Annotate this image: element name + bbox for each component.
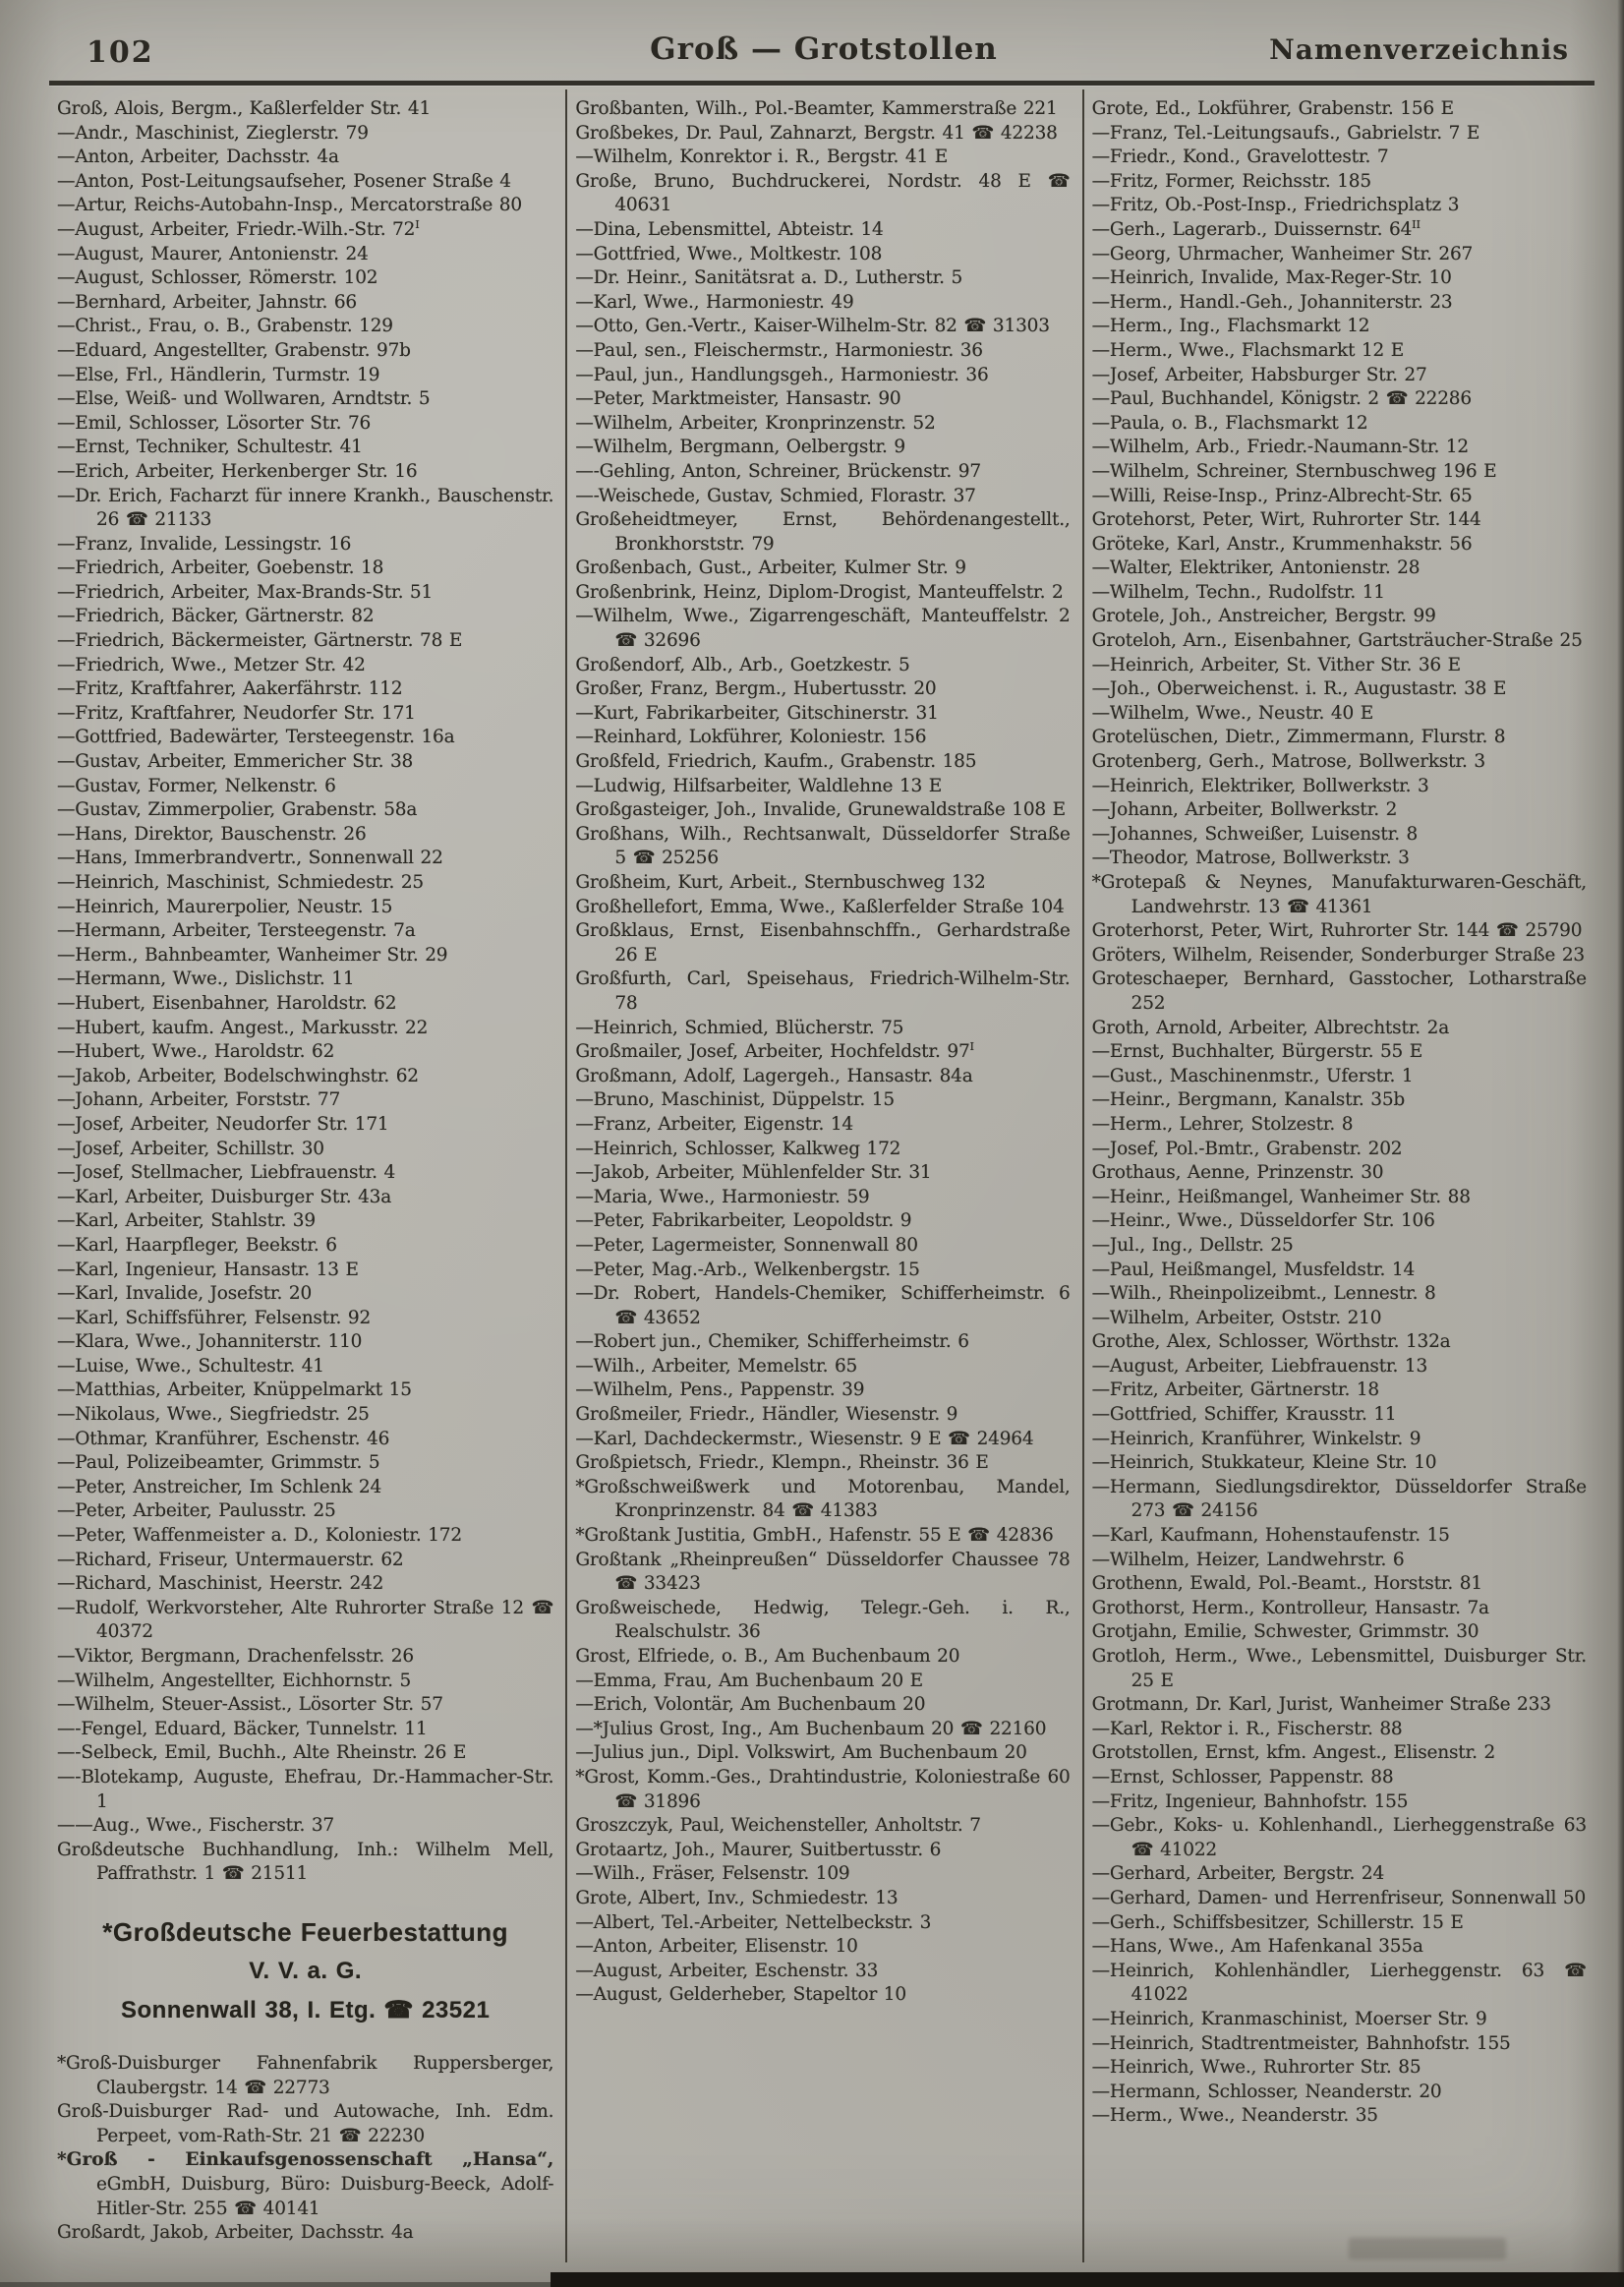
scan-edge-artifact (0, 2282, 551, 2287)
directory-entry: —Karl, Rektor i. R., Fischerstr. 88 (1091, 1718, 1403, 1739)
directory-entry: —Kurt, Fabrikarbeiter, Gitschinerstr. 31 (575, 702, 939, 724)
directory-entry: —Friedr., Kond., Gravelottestr. 7 (1091, 147, 1389, 168)
directory-entry: —Wilhelm, Techn., Rudolfstr. 11 (1091, 581, 1385, 603)
directory-entry: —Rudolf, Werkvorsteher, Alte Ruhrorter Straße 12 ☎ 40372 (57, 1597, 554, 1643)
directory-entry: —Jul., Ing., Dellstr. 25 (1091, 1234, 1294, 1256)
directory-entry: —Peter, Arbeiter, Paulusstr. 25 (57, 1500, 336, 1522)
directory-entry: *Großschweißwerk und Motorenbau, Mandel, Kronprinzenstr. 84 ☎ 41383 (575, 1476, 1071, 1522)
directory-entry: —Wilhelm, Angestellter, Eichhornstr. 5 (57, 1670, 412, 1691)
directory-entry: —Franz, Invalide, Lessingstr. 16 (57, 533, 352, 555)
directory-entry: —Karl, Haarpfleger, Beekstr. 6 (57, 1234, 337, 1256)
directory-entry: —Wilhelm, Wwe., Zigarrengeschäft, Manteuffelstr. 2 ☎ 32696 (575, 606, 1071, 652)
directory-entry: —Anton, Arbeiter, Dachsstr. 4a (57, 147, 339, 168)
directory-entry: —Gustav, Arbeiter, Emmericher Str. 38 (57, 751, 414, 773)
directory-entry: —Otto, Gen.-Vertr., Kaiser-Wilhelm-Str. 82 ☎ 31303 (575, 316, 1050, 337)
directory-entry: —Karl, Schiffsführer, Felsenstr. 92 (57, 1307, 372, 1328)
directory-entry: Grotelüschen, Dietr., Zimmermann, Flurstr. 8 (1091, 727, 1506, 748)
directory-entry: —Herm., Handl.-Geh., Johanniterstr. 23 (1091, 291, 1453, 313)
directory-entry: Grost, Elfriede, o. B., Am Buchenbaum 20 (575, 1646, 960, 1667)
directory-entry: Groteloh, Arn., Eisenbahner, Gartsträucher-Straße 25 (1091, 630, 1583, 652)
directory-entry: —Gottfried, Wwe., Moltkestr. 108 (575, 243, 883, 264)
directory-entry: —Reinhard, Lokführer, Koloniestr. 156 (575, 727, 927, 748)
directory-entry: Große, Bruno, Buchdruckerei, Nordstr. 48 E ☎ 40631 (575, 170, 1071, 216)
directory-entry: —Karl, Arbeiter, Stahlstr. 39 (57, 1210, 316, 1232)
directory-entry: —Gottfried, Badewärter, Tersteegenstr. 16a (57, 727, 455, 748)
directory-entry: Grotehorst, Peter, Wirt, Ruhrorter Str. 144 (1091, 509, 1481, 531)
directory-entry: —Friedrich, Wwe., Metzer Str. 42 (57, 654, 366, 675)
directory-entry: —Heinr., Bergmann, Kanalstr. 35b (1091, 1089, 1406, 1111)
directory-entry: —Gerh., Schiffsbesitzer, Schillerstr. 15 E (1091, 1911, 1464, 1933)
directory-entry: —Franz, Arbeiter, Eigenstr. 14 (575, 1113, 853, 1135)
directory-entry: —Wilhelm, Arbeiter, Kronprinzenstr. 52 (575, 412, 936, 434)
directory-entry: —Paul, Buchhandel, Königstr. 2 ☎ 22286 (1091, 388, 1472, 410)
directory-entry: Großgasteiger, Joh., Invalide, Grunewaldstraße 108 E (575, 799, 1066, 821)
directory-entry: —Wilh., Fräser, Felsenstr. 109 (575, 1863, 850, 1885)
directory-entry: —-Blotekamp, Auguste, Ehefrau, Dr.-Hammacher-Str. 1 (57, 1766, 554, 1812)
directory-entry: —Karl, Ingenieur, Hansastr. 13 E (57, 1259, 359, 1280)
directory-entry: —Heinrich, Stukkateur, Kleine Str. 10 (1091, 1452, 1437, 1474)
directory-entry: —Dina, Lebensmittel, Abteistr. 14 (575, 218, 884, 240)
directory-entry: —Johann, Arbeiter, Bollwerkstr. 2 (1091, 799, 1398, 821)
directory-entry: —Herm., Ing., Flachsmarkt 12 (1091, 316, 1370, 337)
directory-entry: Großheim, Kurt, Arbeit., Sternbuschweg 132 (575, 872, 986, 893)
directory-entry: —Hermann, Schlosser, Neanderstr. 20 (1091, 2081, 1442, 2102)
directory-entry: Großeheidtmeyer, Ernst, Behördenangestellt., Bronkhorststr. 79 (575, 509, 1071, 555)
directory-entry: Groszczyk, Paul, Weichensteller, Anholtstr. 7 (575, 1815, 981, 1837)
directory-entry: —Friedrich, Arbeiter, Goebenstr. 18 (57, 557, 384, 579)
display-ad (57, 1912, 553, 2030)
directory-entry: —-Weischede, Gustav, Schmied, Florastr. 37 (575, 485, 976, 506)
directory-entry: —Richard, Friseur, Untermauerstr. 62 (57, 1549, 404, 1570)
directory-entry: —Hermann, Wwe., Dislichstr. 11 (57, 968, 355, 990)
directory-entry: —Bruno, Maschinist, Düppelstr. 15 (575, 1089, 895, 1111)
directory-entry: —Friedrich, Bäcker, Gärtnerstr. 82 (57, 606, 375, 627)
directory-entry: —August, Arbeiter, Friedr.-Wilh.-Str. $72^I$ (57, 216, 420, 240)
directory-entry: —-Gehling, Anton, Schreiner, Brückenstr. 97 (575, 460, 981, 482)
directory-entry: —Nikolaus, Wwe., Siegfriedstr. 25 (57, 1404, 370, 1426)
directory-entry: Groteschaeper, Bernhard, Gasstocher, Lotharstraße 252 (1091, 968, 1587, 1014)
directory-columns (49, 89, 1598, 2262)
directory-entry: —Andr., Maschinist, Zieglerstr. 79 (57, 122, 369, 144)
directory-entry: —Heinr., Wwe., Düsseldorfer Str. 106 (1091, 1210, 1435, 1232)
directory-entry: —Fritz, Ob.-Post-Insp., Friedrichsplatz 3 (1091, 195, 1460, 216)
directory-entry: —Gustav, Former, Nelkenstr. 6 (57, 775, 336, 796)
directory-entry: —Peter, Marktmeister, Hansastr. 90 (575, 388, 901, 410)
directory-entry: —August, Gelderheber, Stapeltor 10 (575, 1984, 906, 2006)
directory-entry: —Wilhelm, Konrektor i. R., Bergstr. 41 E (575, 147, 948, 168)
directory-entry: Großardt, Jakob, Arbeiter, Dachsstr. 4a (57, 2222, 414, 2244)
directory-entry: Groß-Duisburger Rad- und Autowache, Inh. Edm. Perpeet, vom-Rath-Str. 21 ☎ 22230 (57, 2101, 554, 2146)
directory-entry: —Theodor, Matrose, Bollwerkstr. 3 (1091, 848, 1410, 869)
directory-entry: Großmeiler, Friedr., Händler, Wiesenstr. 9 (575, 1404, 958, 1426)
directory-entry: —Else, Frl., Händlerin, Turmstr. 19 (57, 364, 380, 385)
directory-entry: *Groß-Duisburger Fahnenfabrik Ruppersberger, Claubergstr. 14 ☎ 22773 (57, 2052, 554, 2098)
directory-entry: Grotstollen, Ernst, kfm. Angest., Elisenstr. 2 (1091, 1742, 1496, 1764)
directory-entry: —August, Maurer, Antonienstr. 24 (57, 243, 369, 264)
directory-entry: —Wilhelm, Wwe., Neustr. 40 E (1091, 702, 1374, 724)
page-number: 102 (87, 35, 154, 70)
directory-entry: —Karl, Kaufmann, Hohenstaufenstr. 15 (1091, 1525, 1450, 1547)
directory-entry: Grothaus, Aenne, Prinzenstr. 30 (1091, 1162, 1384, 1184)
directory-entry: —Karl, Invalide, Josefstr. 20 (57, 1283, 313, 1305)
directory-entry: —Heinrich, Elektriker, Bollwerkstr. 3 (1091, 775, 1429, 796)
directory-entry: Großklaus, Ernst, Eisenbahnschffn., Gerhardstraße 26 E (575, 920, 1071, 966)
directory-entry: —-Fengel, Eduard, Bäcker, Tunnelstr. 11 (57, 1718, 428, 1739)
directory-entry: —Heinrich, Stadtrentmeister, Bahnhofstr. 155 (1091, 2032, 1511, 2054)
directory-entry: —Heinrich, Kranmaschinist, Moerser Str. 9 (1091, 2008, 1487, 2029)
directory-entry: Großbekes, Dr. Paul, Zahnarzt, Bergstr. 41 ☎ 42238 (575, 122, 1058, 144)
directory-entry: —Maria, Wwe., Harmoniestr. 59 (575, 1186, 870, 1207)
directory-entry: —Josef, Stellmacher, Liebfrauenstr. 4 (57, 1162, 396, 1184)
directory-entry: —Friedrich, Arbeiter, Max-Brands-Str. 51 (57, 581, 434, 603)
directory-entry: —Franz, Tel.-Leitungsaufs., Gabrielstr. 7 E (1091, 122, 1480, 144)
ad-line: V. V. a. G. (249, 1957, 363, 1984)
directory-entry: —Emma, Frau, Am Buchenbaum 20 E (575, 1670, 923, 1691)
directory-entry: —Fritz, Kraftfahrer, Aakerfährstr. 112 (57, 678, 403, 700)
directory-entry: —Richard, Maschinist, Heerstr. 242 (57, 1573, 384, 1595)
directory-entry: Großenbach, Gust., Arbeiter, Kulmer Str. 9 (575, 557, 966, 579)
directory-entry: —Wilhelm, Schreiner, Sternbuschweg 196 E (1091, 460, 1497, 482)
directory-entry: —Gerhard, Arbeiter, Bergstr. 24 (1091, 1863, 1385, 1885)
ad-line: Sonnenwall 38, I. Etg. ☎ 23521 (120, 1996, 491, 2023)
directory-entry: —Ernst, Schlosser, Pappenstr. 88 (1091, 1766, 1394, 1788)
directory-entry: *Grotepaß & Neynes, Manufakturwaren-Geschäft, Landwehrstr. 13 ☎ 41361 (1091, 872, 1587, 917)
directory-entry: Großdeutsche Buchhandlung, Inh.: Wilhelm Mell, Paffrathstr. 1 ☎ 21511 (57, 1839, 554, 1885)
directory-entry: —Anton, Arbeiter, Elisenstr. 10 (575, 1936, 858, 1958)
directory-entry: —Heinrich, Schmied, Blücherstr. 75 (575, 1017, 904, 1038)
directory-entry: —Heinrich, Schlosser, Kalkweg 172 (575, 1138, 901, 1159)
directory-entry: —Fritz, Arbeiter, Gärtnerstr. 18 (1091, 1379, 1379, 1401)
directory-entry: —Gebr., Koks- u. Kohlenhandl., Lierheggenstraße 63 ☎ 41022 (1091, 1815, 1587, 1860)
directory-entry: Großfurth, Carl, Speisehaus, Friedrich-Wilhelm-Str. 78 (575, 968, 1071, 1014)
directory-entry: Grotaartz, Joh., Maurer, Suitbertusstr. 6 (575, 1839, 942, 1860)
directory-entry: *Grost, Komm.-Ges., Drahtindustrie, Koloniestraße 60 ☎ 31896 (575, 1766, 1071, 1812)
directory-entry: Großer, Franz, Bergm., Hubertusstr. 20 (575, 678, 937, 700)
directory-entry: Großmailer, Josef, Arbeiter, Hochfeldstr. $97^I$ (575, 1039, 974, 1063)
directory-entry: —Ludwig, Hilfsarbeiter, Waldlehne 13 E (575, 775, 943, 796)
directory-entry: —Heinr., Heißmangel, Wanheimer Str. 88 (1091, 1186, 1471, 1207)
directory-entry: —Heinrich, Wwe., Ruhrorter Str. 85 (1091, 2057, 1421, 2079)
directory-entry: —Paula, o. B., Flachsmarkt 12 (1091, 412, 1368, 434)
directory-entry: —August, Arbeiter, Liebfrauenstr. 13 (1091, 1355, 1428, 1377)
directory-entry: —Matthias, Arbeiter, Knüppelmarkt 15 (57, 1379, 412, 1401)
directory-entry: Grotjahn, Emilie, Schwester, Grimmstr. 30 (1091, 1621, 1479, 1643)
directory-entry: Großpietsch, Friedr., Klempn., Rheinstr. 36 E (575, 1452, 989, 1474)
directory-entry: —Dr. Erich, Facharzt für innere Krankh., Bauschenstr. 26 ☎ 21133 (57, 485, 554, 531)
directory-entry: Großhans, Wilh., Rechtsanwalt, Düsseldorfer Straße 5 ☎ 25256 (575, 823, 1071, 869)
directory-entry: —Viktor, Bergmann, Drachenfelsstr. 26 (57, 1646, 414, 1667)
directory-entry: —Dr. Robert, Handels-Chemiker, Schifferheimstr. 6 ☎ 43652 (575, 1283, 1071, 1328)
directory-entry: —Heinrich, Invalide, Max-Reger-Str. 10 (1091, 267, 1452, 289)
directory-entry: Grothe, Alex, Schlosser, Wörthstr. 132a (1091, 1331, 1451, 1353)
directory-entry: —Erich, Volontär, Am Buchenbaum 20 (575, 1694, 926, 1716)
directory-entry: —Peter, Mag.-Arb., Welkenbergstr. 15 (575, 1259, 920, 1280)
scan-smudge-artifact (1349, 2238, 1506, 2259)
directory-entry: —Georg, Uhrmacher, Wanheimer Str. 267 (1091, 243, 1474, 264)
directory-entry: Großhellefort, Emma, Wwe., Kaßlerfelder Straße 104 (575, 896, 1065, 917)
directory-entry: —Herm., Wwe., Neanderstr. 35 (1091, 2105, 1378, 2127)
directory-entry: —Wilhelm, Arbeiter, Oststr. 210 (1091, 1307, 1382, 1328)
directory-entry: —Wilh., Rheinpolizeibmt., Lennestr. 8 (1091, 1283, 1436, 1305)
directory-entry: —Josef, Arbeiter, Neudorfer Str. 171 (57, 1113, 389, 1135)
directory-entry: —Heinrich, Arbeiter, St. Vither Str. 36 E (1091, 654, 1461, 675)
directory-entry: —Heinrich, Maurerpolier, Neustr. 15 (57, 896, 393, 917)
directory-entry: *Groß - Einkaufsgenossenschaft „Hansa“, eGmbH, Duisburg, Büro: Duisburg-Beeck, Adolf-Hitler-Str. 255 ☎ 40141 (57, 2149, 554, 2219)
directory-entry: Gröters, Wilhelm, Reisender, Sonderburger Straße 23 (1091, 944, 1585, 966)
directory-entry: —Christ., Frau, o. B., Grabenstr. 129 (57, 316, 393, 337)
directory-entry: —Ernst, Techniker, Schultestr. 41 (57, 437, 363, 458)
directory-entry: —Wilhelm, Steuer-Assist., Lösorter Str. 57 (57, 1694, 443, 1716)
directory-entry: —Josef, Arbeiter, Habsburger Str. 27 (1091, 364, 1427, 385)
column-1 (49, 89, 565, 2262)
directory-entry: —Karl, Dachdeckermstr., Wiesenstr. 9 E ☎ 24964 (575, 1428, 1034, 1449)
directory-entry: —Josef, Arbeiter, Schillstr. 30 (57, 1138, 324, 1159)
directory-entry: —Hans, Immerbrandvertr., Sonnenwall 22 (57, 848, 443, 869)
directory-entry: —Emil, Schlosser, Lösorter Str. 76 (57, 412, 372, 434)
directory-entry: Großendorf, Alb., Arb., Goetzkestr. 5 (575, 654, 910, 675)
directory-entry: —-Selbeck, Emil, Buchh., Alte Rheinstr. 26 E (57, 1742, 467, 1764)
directory-entry: —Wilh., Arbeiter, Memelstr. 65 (575, 1355, 858, 1377)
directory-entry: —Karl, Arbeiter, Duisburger Str. 43a (57, 1186, 392, 1207)
directory-entry: Großmann, Adolf, Lagergeh., Hansastr. 84a (575, 1065, 973, 1086)
directory-entry: —Jakob, Arbeiter, Bodelschwinghstr. 62 (57, 1065, 419, 1086)
directory-entry: —Erich, Arbeiter, Herkenberger Str. 16 (57, 460, 418, 482)
directory-entry: Groß, Alois, Bergm., Kaßlerfelder Str. 41 (57, 98, 432, 119)
directory-entry: —Hans, Direktor, Bauschenstr. 26 (57, 823, 367, 845)
directory-entry: Grote, Ed., Lokführer, Grabenstr. 156 E (1091, 98, 1454, 119)
directory-entry: —Peter, Lagermeister, Sonnenwall 80 (575, 1234, 918, 1256)
directory-entry: Grotele, Joh., Anstreicher, Bergstr. 99 (1091, 606, 1436, 627)
directory-entry: —Dr. Heinr., Sanitätsrat a. D., Lutherstr. 5 (575, 267, 963, 289)
directory-entry: Gröteke, Karl, Anstr., Krummenhakstr. 56 (1091, 533, 1473, 555)
directory-entry: Grothorst, Herm., Kontrolleur, Hansastr. 7a (1091, 1597, 1489, 1618)
column-2 (565, 89, 1081, 2262)
directory-entry: —Paul, jun., Handlungsgeh., Harmoniestr. 36 (575, 364, 989, 385)
directory-entry: —Else, Weiß- und Wollwaren, Arndtstr. 5 (57, 388, 431, 410)
directory-entry: —Gustav, Zimmerpolier, Grabenstr. 58a (57, 799, 418, 821)
directory-entry: —Wilhelm, Arb., Friedr.-Naumann-Str. 12 (1091, 437, 1469, 458)
directory-entry: —Klara, Wwe., Johanniterstr. 110 (57, 1331, 363, 1353)
directory-entry: Groth, Arnold, Arbeiter, Albrechtstr. 2a (1091, 1017, 1450, 1038)
directory-entry: —Johann, Arbeiter, Forststr. 77 (57, 1089, 341, 1111)
directory-entry: —Hermann, Arbeiter, Tersteegenstr. 7a (57, 920, 416, 942)
directory-entry: —Albert, Tel.-Arbeiter, Nettelbeckstr. 3 (575, 1911, 932, 1933)
header-rule (49, 81, 1595, 86)
directory-entry: —Gust., Maschinenmstr., Uferstr. 1 (1091, 1065, 1414, 1086)
directory-entry: —Hubert, kaufm. Angest., Markusstr. 22 (57, 1017, 429, 1038)
directory-entry: —Friedrich, Bäckermeister, Gärtnerstr. 78 E (57, 630, 463, 652)
directory-entry: —August, Schlosser, Römerstr. 102 (57, 267, 378, 289)
directory-entry: —Jakob, Arbeiter, Mühlenfelder Str. 31 (575, 1162, 932, 1184)
directory-entry: —Paul, sen., Fleischermstr., Harmoniestr. 36 (575, 339, 983, 361)
directory-entry: —Luise, Wwe., Schultestr. 41 (57, 1355, 324, 1377)
directory-entry: —Ernst, Buchhalter, Bürgerstr. 55 E (1091, 1041, 1423, 1063)
directory-entry: —Anton, Post-Leitungsaufseher, Posener Straße 4 (57, 170, 511, 192)
directory-entry: Grothenn, Ewald, Pol.-Beamt., Horststr. 81 (1091, 1573, 1482, 1595)
directory-entry: —Fritz, Former, Reichsstr. 185 (1091, 170, 1371, 192)
directory-entry: —Herm., Wwe., Flachsmarkt 12 E (1091, 339, 1405, 361)
section-label: Namenverzeichnis (1269, 33, 1569, 66)
directory-entry: —Hubert, Eisenbahner, Haroldstr. 62 (57, 992, 397, 1014)
ad-line: *Großdeutsche Feuerbestattung (102, 1916, 509, 1947)
directory-entry: —Josef, Pol.-Bmtr., Grabenstr. 202 (1091, 1138, 1403, 1159)
directory-entry: —Herm., Bahnbeamter, Wanheimer Str. 29 (57, 944, 448, 966)
directory-entry: —Robert jun., Chemiker, Schifferheimstr. 6 (575, 1331, 969, 1353)
directory-entry: —Herm., Lehrer, Stolzestr. 8 (1091, 1113, 1354, 1135)
directory-entry: Grotloh, Herm., Wwe., Lebensmittel, Duisburger Str. 25 E (1091, 1646, 1587, 1691)
page-header (49, 24, 1598, 79)
directory-entry: —Paul, Heißmangel, Musfeldstr. 14 (1091, 1259, 1416, 1280)
directory-entry: —Karl, Wwe., Harmoniestr. 49 (575, 291, 854, 313)
directory-entry: —August, Arbeiter, Eschenstr. 33 (575, 1960, 879, 1981)
directory-entry: —Artur, Reichs-Autobahn-Insp., Mercatorstraße 80 (57, 195, 522, 216)
directory-entry: —Gottfried, Schiffer, Krausstr. 11 (1091, 1404, 1397, 1426)
directory-entry: —Hermann, Siedlungsdirektor, Düsseldorfer Straße 273 ☎ 24156 (1091, 1476, 1587, 1522)
directory-entry: —Fritz, Kraftfahrer, Neudorfer Str. 171 (57, 702, 416, 724)
directory-entry: Grote, Albert, Inv., Schmiedestr. 13 (575, 1887, 899, 1908)
directory-entry: Groterhorst, Peter, Wirt, Ruhrorter Str. 144 ☎ 25790 (1091, 920, 1583, 942)
directory-entry: —Peter, Fabrikarbeiter, Leopoldstr. 9 (575, 1210, 912, 1232)
directory-entry: —Gerh., Lagerarb., Duissernstr. $64^{II}$ (1091, 216, 1421, 240)
directory-entry: —Heinrich, Maschinist, Schmiedestr. 25 (57, 872, 424, 893)
directory-entry: —Joh., Oberweichenst. i. R., Augustastr. 38 E (1091, 678, 1507, 700)
directory-entry: —Wilhelm, Bergmann, Oelbergstr. 9 (575, 437, 905, 458)
directory-entry: *Großtank Justitia, GmbH., Hafenstr. 55 E ☎ 42836 (575, 1525, 1054, 1547)
directory-entry: —Walter, Elektriker, Antonienstr. 28 (1091, 557, 1421, 579)
directory-entry: Grotenberg, Gerh., Matrose, Bollwerkstr. 3 (1091, 751, 1485, 773)
directory-entry: —Hubert, Wwe., Haroldstr. 62 (57, 1041, 335, 1063)
directory-entry: Grotmann, Dr. Karl, Jurist, Wanheimer Straße 233 (1091, 1694, 1551, 1716)
directory-entry: —Johannes, Schweißer, Luisenstr. 8 (1091, 823, 1419, 845)
directory-entry: —Wilhelm, Pens., Pappenstr. 39 (575, 1379, 865, 1401)
directory-entry: —Julius jun., Dipl. Volkswirt, Am Buchenbaum 20 (575, 1742, 1027, 1764)
directory-entry: —Bernhard, Arbeiter, Jahnstr. 66 (57, 291, 357, 313)
directory-entry: —*Julius Grost, Ing., Am Buchenbaum 20 ☎ 22160 (575, 1718, 1047, 1739)
directory-entry: Großfeld, Friedrich, Kaufm., Grabenstr. 185 (575, 751, 977, 773)
directory-entry: Großbanten, Wilh., Pol.-Beamter, Kammerstraße 221 (575, 98, 1058, 119)
directory-entry: Großenbrink, Heinz, Diplom-Drogist, Manteuffelstr. 2 (575, 581, 1064, 603)
directory-entry: —Eduard, Angestellter, Grabenstr. 97b (57, 339, 411, 361)
directory-entry: —Hans, Wwe., Am Hafenkanal 355a (1091, 1936, 1423, 1958)
directory-entry: —Peter, Anstreicher, Im Schlenk 24 (57, 1476, 382, 1497)
directory-entry: —Wilhelm, Heizer, Landwehrstr. 6 (1091, 1549, 1405, 1570)
directory-entry: —Peter, Waffenmeister a. D., Koloniestr. 172 (57, 1525, 462, 1547)
directory-entry: —Willi, Reise-Insp., Prinz-Albrecht-Str. 65 (1091, 485, 1473, 506)
directory-entry: —Fritz, Ingenieur, Bahnhofstr. 155 (1091, 1790, 1409, 1812)
column-3 (1082, 89, 1598, 2262)
directory-entry: —Heinrich, Kohlenhändler, Lierheggenstr. 63 ☎ 41022 (1091, 1960, 1587, 2006)
directory-entry: Großtank „Rheinpreußen“ Düsseldorfer Chaussee 78 ☎ 33423 (575, 1549, 1071, 1595)
directory-entry: ——Aug., Wwe., Fischerstr. 37 (57, 1815, 334, 1837)
directory-entry: Großweischede, Hedwig, Telegr.-Geh. i. R., Realschulstr. 36 (575, 1597, 1071, 1643)
directory-entry: —Paul, Polizeibeamter, Grimmstr. 5 (57, 1452, 380, 1474)
directory-entry: —Othmar, Kranführer, Eschenstr. 46 (57, 1428, 390, 1449)
page-title: Groß — Grotstollen (650, 31, 998, 67)
scan-edge-artifact (551, 2272, 1624, 2287)
directory-entry: —Heinrich, Kranführer, Winkelstr. 9 (1091, 1428, 1421, 1449)
scan-edge-artifact (1617, 0, 1624, 2287)
directory-entry: —Gerhard, Damen- und Herrenfriseur, Sonnenwall 50 (1091, 1887, 1587, 1908)
